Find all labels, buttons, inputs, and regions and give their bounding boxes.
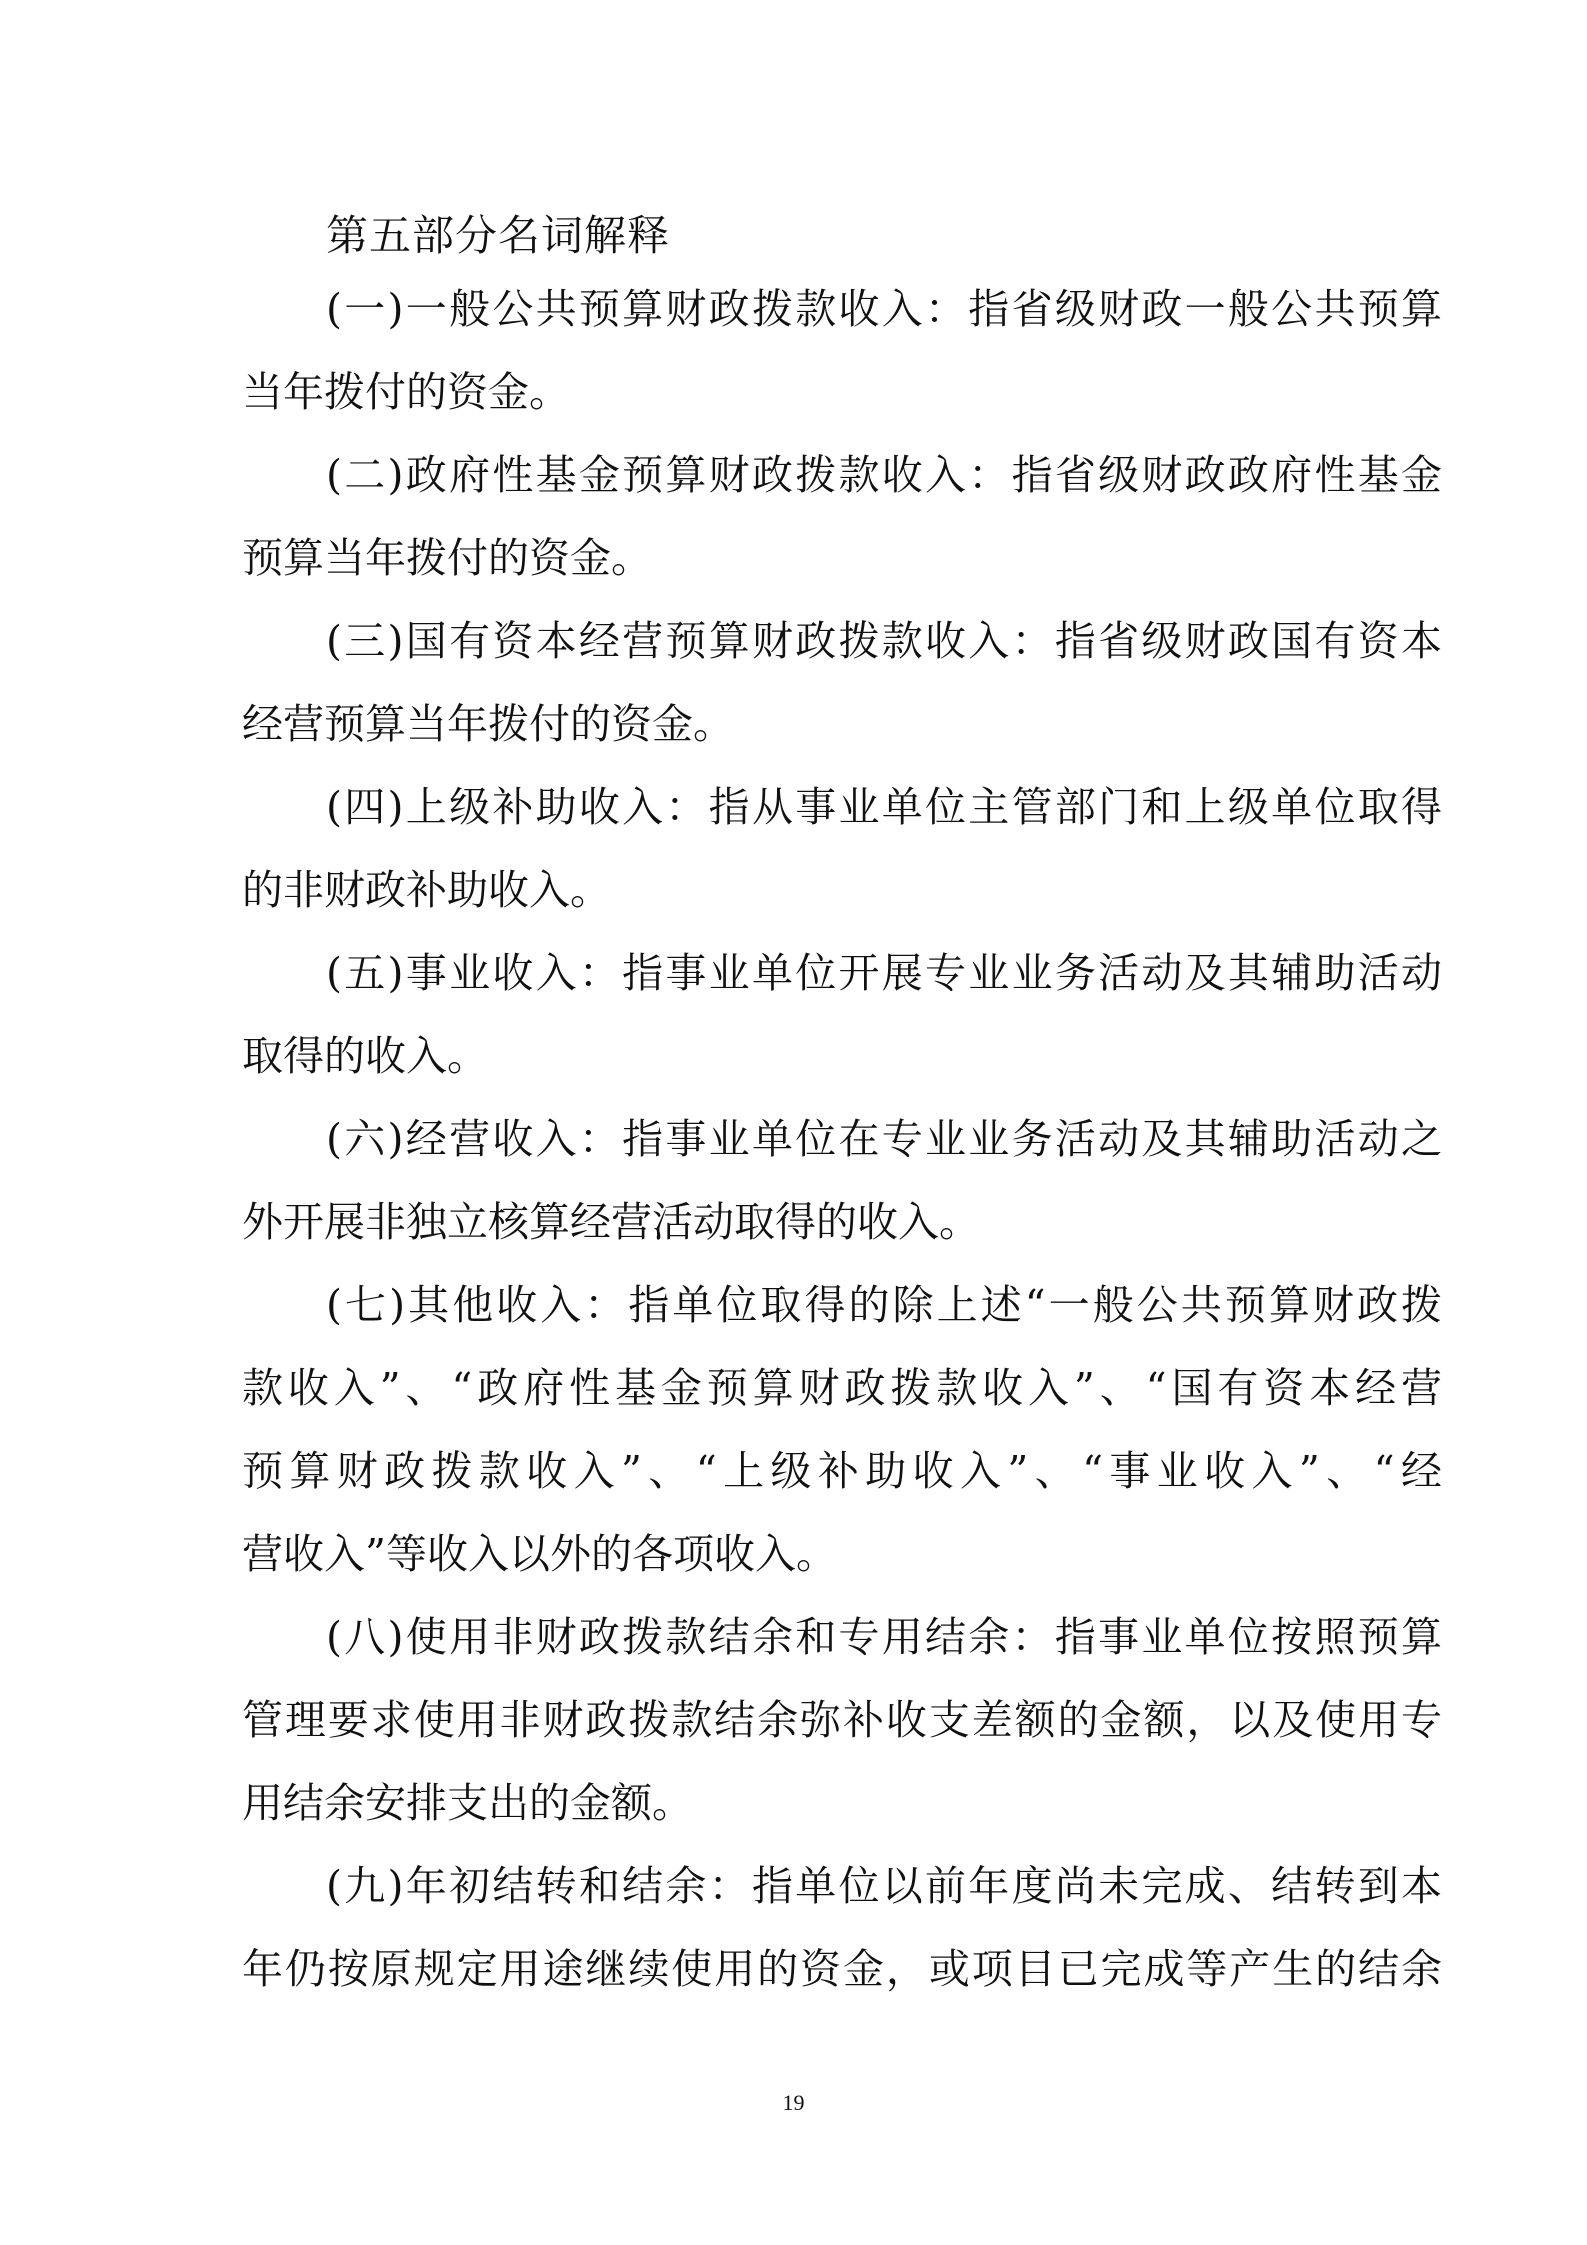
definition-7-line-2: 款收入”、“政府性基金预算财政拨款收入”、“国有资本经营 (242, 1364, 1442, 1412)
definition-6-line-1: (六)经营收入：指事业单位在专业业务活动及其辅助活动之 (326, 1115, 1442, 1163)
definition-1-line-2: 当年拨付的资金。 (242, 368, 570, 416)
definition-7-line-3: 预算财政拨款收入”、“上级补助收入”、“事业收入”、“经 (242, 1447, 1442, 1495)
definition-5-line-2: 取得的收入。 (242, 1032, 488, 1080)
definitions-body (242, 268, 1442, 2011)
definition-3-line-1: (三)国有资本经营预算财政拨款收入：指省级财政国有资本 (326, 617, 1442, 665)
definition-8-line-2: 管理要求使用非财政拨款结余弥补收支差额的金额，以及使用专 (242, 1696, 1442, 1744)
definition-8-line-3: 用结余安排支出的金额。 (242, 1779, 693, 1827)
page-number: 19 (782, 2090, 805, 2115)
definition-6-line-2: 外开展非独立核算经营活动取得的收入。 (242, 1198, 980, 1246)
definition-2-line-2: 预算当年拨付的资金。 (242, 534, 652, 582)
section-heading: 第五部分名词解释 (326, 211, 671, 260)
definition-4-line-1: (四)上级补助收入：指从事业单位主管部门和上级单位取得 (326, 783, 1442, 831)
definition-2-line-1: (二)政府性基金预算财政拨款收入：指省级财政政府性基金 (326, 451, 1442, 499)
definition-9-line-1: (九)年初结转和结余：指单位以前年度尚未完成、结转到本 (326, 1862, 1442, 1910)
definition-7-line-4: 营收入”等收入以外的各项收入。 (242, 1530, 837, 1578)
definition-1-line-1: (一)一般公共预算财政拨款收入：指省级财政一般公共预算 (326, 285, 1442, 333)
definition-4-line-2: 的非财政补助收入。 (242, 866, 611, 914)
definition-8-line-1: (八)使用非财政拨款结余和专用结余：指事业单位按照预算 (326, 1613, 1442, 1661)
definition-9-line-2: 年仍按原规定用途继续使用的资金，或项目已完成等产生的结余 (242, 1945, 1442, 1993)
definition-7-line-1: (七)其他收入：指单位取得的除上述“一般公共预算财政拨 (326, 1281, 1442, 1329)
definition-5-line-1: (五)事业收入：指事业单位开展专业业务活动及其辅助活动 (326, 949, 1442, 997)
definition-3-line-2: 经营预算当年拨付的资金。 (242, 700, 734, 748)
